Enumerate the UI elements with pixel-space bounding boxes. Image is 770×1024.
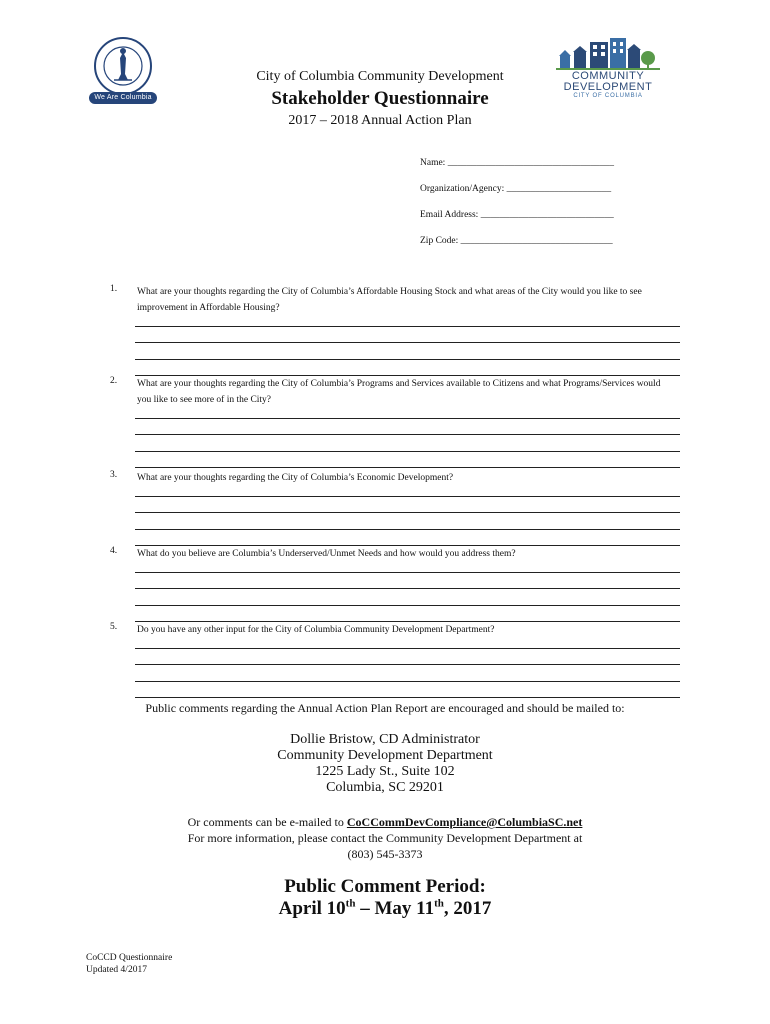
period-year: , 2017	[443, 898, 492, 919]
question-number: 2.	[110, 376, 118, 386]
document-subtitle: 2017 – 2018 Annual Action Plan	[288, 113, 472, 128]
address-name: Dollie Bristow, CD Administrator	[290, 732, 480, 747]
community-development-logo	[556, 38, 660, 104]
name-field[interactable]: Name: ___________________________________	[420, 158, 614, 168]
answer-lines[interactable]	[135, 310, 680, 376]
question-text: What are your thoughts regarding the City of Columbia’s Economic Development?	[137, 473, 454, 483]
address-city: Columbia, SC 29201	[326, 780, 444, 795]
seal-badge-text: We Are Columbia	[89, 92, 157, 104]
address-street: 1225 Lady St., Suite 102	[315, 764, 455, 779]
question-number: 4.	[110, 546, 118, 556]
page-footer	[86, 952, 172, 976]
period-end-suffix: th	[434, 897, 444, 910]
period-dates	[190, 898, 580, 920]
comment-period	[190, 876, 580, 920]
email-link[interactable]: CoCCommDevCompliance@ColumbiaSC.net	[346, 815, 583, 829]
document-header	[190, 68, 570, 130]
contact-fields	[420, 157, 660, 261]
zip-code-field[interactable]: Zip Code: ________________________________	[420, 236, 613, 246]
question-number: 5.	[110, 622, 118, 632]
answer-lines[interactable]	[135, 632, 680, 698]
logo-word-development: DEVELOPMENT	[563, 81, 653, 93]
answer-lines[interactable]	[135, 402, 680, 468]
address-department: Community Development Department	[277, 748, 493, 763]
question-text: What are your thoughts regarding the City of Columbia’s Affordable Housing Stock and what areas of the City would you like to see improvement in Affordable Housing?	[137, 287, 642, 313]
city-seal-logo	[92, 36, 154, 108]
question-text: Do you have any other input for the City of Columbia Community Development Department?	[137, 625, 495, 635]
question-number: 3.	[110, 470, 118, 480]
organization-name: City of Columbia Community Development	[256, 69, 504, 84]
phone-number: (803) 545-3373	[347, 847, 423, 861]
info-note: For more information, please contact the Community Development Department at	[187, 831, 583, 845]
answer-lines[interactable]	[135, 480, 680, 546]
period-title: Public Comment Period:	[284, 876, 486, 897]
logo-word-city: CITY OF COLUMBIA	[573, 93, 643, 99]
question-text: What are your thoughts regarding the City of Columbia’s Programs and Services available to Citizens and what Programs/Services would you like to see more of in the City?	[137, 379, 661, 405]
mailing-address	[120, 732, 650, 796]
email-field[interactable]: Email Address: ____________________________	[420, 210, 614, 220]
skyline-icon	[556, 38, 660, 70]
footer-doc-name: CoCCD Questionnaire	[86, 953, 173, 963]
mailing-info	[120, 700, 650, 862]
question-text: What do you believe are Columbia’s Underserved/Unmet Needs and how would you address them?	[137, 549, 516, 559]
period-start-suffix: th	[345, 897, 356, 910]
email-prefix: Or comments can be e-mailed to	[187, 815, 347, 829]
question-number: 1.	[110, 284, 118, 294]
period-end: – May 11	[355, 898, 435, 919]
mail-note: Public comments regarding the Annual Action Plan Report are encouraged and should be mailed to:	[145, 701, 625, 715]
organization-field[interactable]: Organization/Agency: ______________________	[420, 184, 612, 194]
email-note	[120, 814, 650, 830]
document-title: Stakeholder Questionnaire	[271, 88, 489, 109]
period-start: April 10	[278, 898, 346, 919]
answer-lines[interactable]	[135, 556, 680, 622]
footer-updated: Updated 4/2017	[86, 965, 147, 975]
logo-word-community: COMMUNITY	[571, 70, 645, 82]
